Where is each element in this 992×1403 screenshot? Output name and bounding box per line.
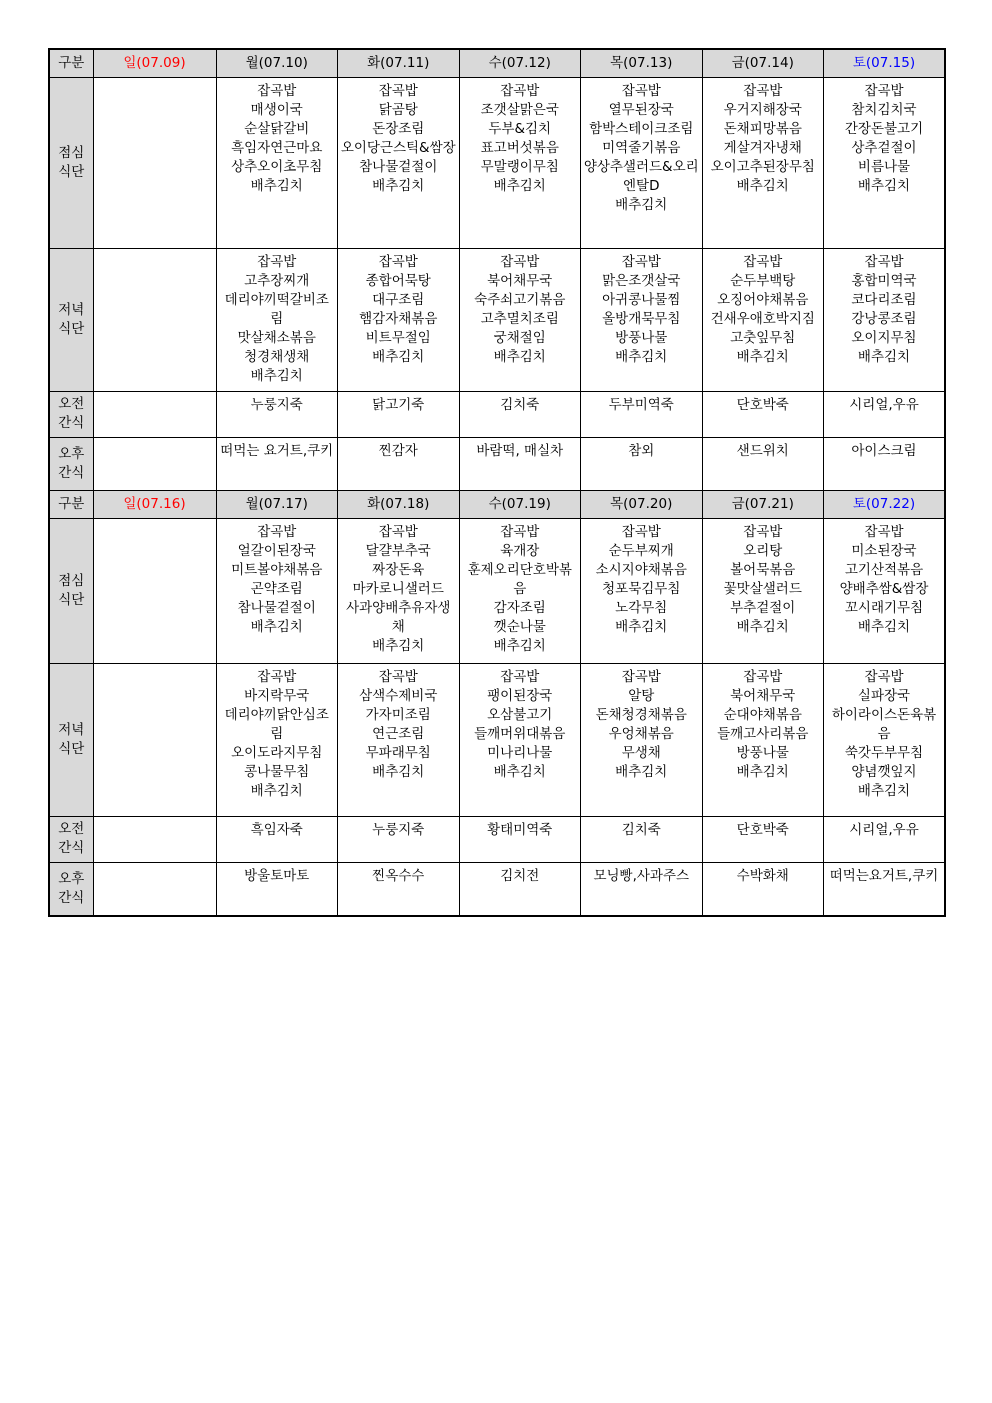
menu-item: 게살겨자냉채 xyxy=(723,139,802,156)
menu-item: 오삼불고기 xyxy=(487,706,553,723)
menu-item: 잡곡밥 xyxy=(378,82,418,99)
menu-item: 삼색수제비국 xyxy=(359,687,438,704)
menu-item: 연근조림 xyxy=(372,725,425,742)
menu-item: 맛살채소볶음 xyxy=(237,329,316,346)
am-snack-cell: 누룽지죽 xyxy=(338,816,460,862)
pm-snack-cell: 찐옥수수 xyxy=(338,862,460,916)
meal-plan-body xyxy=(49,49,945,916)
menu-item: 오이지무침 xyxy=(851,329,917,346)
menu-item: 쑥갓두부무침 xyxy=(844,744,924,761)
menu-item: 짜장돈육 xyxy=(372,561,425,578)
menu-item: 방풍나물 xyxy=(736,744,789,761)
menu-item: 꽃맛살샐러드 xyxy=(723,580,802,597)
lunch-cell xyxy=(93,518,216,663)
menu-item: 참나물겉절이 xyxy=(359,158,438,175)
row-label-am-snack: 오전간식 xyxy=(49,816,93,862)
row-label-lunch: 점심식단 xyxy=(49,518,93,663)
lunch-cell xyxy=(581,518,703,663)
menu-item: 대구조림 xyxy=(372,291,425,308)
dinner-cell xyxy=(216,248,338,391)
menu-item: 순살닭갈비 xyxy=(244,120,310,137)
meal-plan-table xyxy=(48,48,946,917)
menu-item: 잡곡밥 xyxy=(500,82,540,99)
day-header: 일(07.16) xyxy=(93,490,216,518)
dinner-cell xyxy=(338,248,460,391)
day-header: 금(07.14) xyxy=(702,49,824,77)
menu-item: 순두부백탕 xyxy=(730,272,796,289)
day-header: 토(07.15) xyxy=(824,49,946,77)
menu-item: 사과양배추유자생채 xyxy=(346,599,451,635)
menu-item: 홍합미역국 xyxy=(851,272,917,289)
menu-item: 청경채생채 xyxy=(244,348,310,365)
menu-item: 잡곡밥 xyxy=(621,668,661,685)
menu-item: 잡곡밥 xyxy=(257,523,297,540)
menu-item: 배추김치 xyxy=(372,348,425,365)
menu-item: 올방개묵무침 xyxy=(602,310,681,327)
menu-item: 잡곡밥 xyxy=(743,668,783,685)
am-snack-cell: 흑임자죽 xyxy=(216,816,338,862)
menu-item: 오이도라지무침 xyxy=(231,744,323,761)
day-header: 금(07.21) xyxy=(702,490,824,518)
lunch-cell xyxy=(702,77,824,248)
menu-item: 돈채피망볶음 xyxy=(723,120,802,137)
am-snack-cell: 두부미역죽 xyxy=(581,391,703,437)
row-label-dinner: 저녁식단 xyxy=(49,663,93,816)
pm-snack-cell: 수박화채 xyxy=(702,862,824,916)
pm-snack-cell: 모닝빵,사과주스 xyxy=(581,862,703,916)
menu-item: 잡곡밥 xyxy=(500,668,540,685)
menu-item: 무파래무침 xyxy=(365,744,431,761)
menu-item: 배추김치 xyxy=(736,348,789,365)
menu-item: 들깨고사리볶음 xyxy=(717,725,809,742)
day-header: 일(07.09) xyxy=(93,49,216,77)
menu-item: 달걀부추국 xyxy=(365,542,431,559)
dinner-cell xyxy=(581,248,703,391)
pm-snack-row xyxy=(49,862,945,916)
menu-item: 미나리나물 xyxy=(487,744,553,761)
menu-item: 배추김치 xyxy=(615,196,668,213)
week-header-row xyxy=(49,490,945,518)
day-header: 화(07.11) xyxy=(338,49,460,77)
menu-item: 배추김치 xyxy=(857,177,911,194)
menu-item: 종합어묵탕 xyxy=(365,272,431,289)
row-label-pm-snack: 오후간식 xyxy=(49,862,93,916)
menu-item: 깻순나물 xyxy=(493,618,546,635)
menu-item: 잡곡밥 xyxy=(378,668,418,685)
day-header: 월(07.17) xyxy=(216,490,338,518)
menu-item: 바지락무국 xyxy=(244,687,310,704)
menu-item: 곤약조림 xyxy=(250,580,303,597)
menu-item: 잡곡밥 xyxy=(378,253,418,270)
lunch-cell xyxy=(824,518,946,663)
dinner-cell xyxy=(702,248,824,391)
menu-item: 방풍나물 xyxy=(615,329,668,346)
menu-item: 오이당근스틱&쌈장 xyxy=(340,139,456,156)
menu-item: 실파장국 xyxy=(857,687,911,704)
menu-item: 닭곰탕 xyxy=(378,101,418,118)
am-snack-cell xyxy=(93,391,216,437)
menu-item: 잡곡밥 xyxy=(864,253,904,270)
menu-item: 강낭콩조림 xyxy=(851,310,917,327)
row-label-lunch: 점심식단 xyxy=(49,77,93,248)
dinner-cell xyxy=(338,663,460,816)
pm-snack-cell xyxy=(93,437,216,490)
menu-item: 잡곡밥 xyxy=(743,253,783,270)
menu-item: 잡곡밥 xyxy=(500,253,540,270)
menu-item: 고추멸치조림 xyxy=(480,310,559,327)
pm-snack-cell: 샌드위치 xyxy=(702,437,824,490)
menu-item: 잡곡밥 xyxy=(621,523,661,540)
menu-item: 잡곡밥 xyxy=(257,253,297,270)
pm-snack-cell: 방울토마토 xyxy=(216,862,338,916)
menu-item: 잡곡밥 xyxy=(864,668,904,685)
day-header: 화(07.18) xyxy=(338,490,460,518)
day-header: 목(07.20) xyxy=(581,490,703,518)
menu-item: 잡곡밥 xyxy=(500,523,540,540)
menu-item: 꼬시래기무침 xyxy=(844,599,924,616)
dinner-row xyxy=(49,663,945,816)
menu-item: 열무된장국 xyxy=(608,101,674,118)
menu-item: 상추겉절이 xyxy=(851,139,917,156)
menu-item: 잡곡밥 xyxy=(257,668,297,685)
pm-snack-cell: 떠먹는 요거트,쿠키 xyxy=(216,437,338,490)
menu-item: 잡곡밥 xyxy=(621,253,661,270)
am-snack-cell: 닭고기죽 xyxy=(338,391,460,437)
day-header: 토(07.22) xyxy=(824,490,946,518)
menu-item: 잡곡밥 xyxy=(621,82,661,99)
menu-item: 배추김치 xyxy=(493,177,546,194)
dinner-cell xyxy=(459,663,581,816)
dinner-row xyxy=(49,248,945,391)
am-snack-cell: 김치죽 xyxy=(459,391,581,437)
menu-item: 배추김치 xyxy=(736,177,789,194)
menu-item: 팽이된장국 xyxy=(487,687,553,704)
menu-item: 노각무침 xyxy=(615,599,668,616)
am-snack-row xyxy=(49,391,945,437)
menu-item: 배추김치 xyxy=(857,618,911,635)
corner-label: 구분 xyxy=(49,49,93,77)
day-header: 수(07.19) xyxy=(459,490,581,518)
menu-item: 미역줄기볶음 xyxy=(602,139,681,156)
day-header: 수(07.12) xyxy=(459,49,581,77)
menu-item: 상추오이초무침 xyxy=(231,158,323,175)
menu-item: 양상추샐러드&오리엔탈D xyxy=(583,158,699,194)
menu-item: 우엉채볶음 xyxy=(608,725,674,742)
menu-item: 비름나물 xyxy=(857,158,911,175)
menu-item: 배추김치 xyxy=(493,348,546,365)
lunch-cell xyxy=(702,518,824,663)
pm-snack-cell: 떠먹는요거트,쿠키 xyxy=(824,862,946,916)
dinner-cell xyxy=(824,663,946,816)
menu-item: 배추김치 xyxy=(857,782,911,799)
am-snack-cell: 황태미역죽 xyxy=(459,816,581,862)
menu-item: 순두부찌개 xyxy=(608,542,674,559)
pm-snack-cell: 바람떡, 매실차 xyxy=(459,437,581,490)
dinner-cell xyxy=(93,663,216,816)
lunch-cell xyxy=(459,77,581,248)
day-header: 월(07.10) xyxy=(216,49,338,77)
menu-item: 우거지해장국 xyxy=(723,101,802,118)
menu-item: 훈제오리단호박볶음 xyxy=(467,561,572,597)
menu-item: 배추김치 xyxy=(857,348,911,365)
am-snack-cell: 시리얼,우유 xyxy=(824,816,946,862)
dinner-cell xyxy=(93,248,216,391)
menu-item: 아귀콩나물찜 xyxy=(602,291,681,308)
menu-item: 돈장조림 xyxy=(372,120,425,137)
am-snack-cell: 김치죽 xyxy=(581,816,703,862)
menu-item: 맑은조갯살국 xyxy=(602,272,681,289)
dinner-cell xyxy=(216,663,338,816)
menu-item: 돈채청경채볶음 xyxy=(595,706,687,723)
menu-item: 감자조림 xyxy=(493,599,546,616)
menu-item: 볼어묵볶음 xyxy=(730,561,796,578)
menu-item: 소시지야채볶음 xyxy=(595,561,687,578)
menu-item: 북어채무국 xyxy=(730,687,796,704)
menu-item: 매생이국 xyxy=(250,101,303,118)
dinner-cell xyxy=(824,248,946,391)
pm-snack-row xyxy=(49,437,945,490)
am-snack-cell: 단호박죽 xyxy=(702,816,824,862)
menu-item: 햄감자채볶음 xyxy=(359,310,438,327)
row-label-dinner: 저녁식단 xyxy=(49,248,93,391)
menu-item: 마카로니샐러드 xyxy=(352,580,444,597)
am-snack-cell: 시리얼,우유 xyxy=(824,391,946,437)
pm-snack-cell: 찐감자 xyxy=(338,437,460,490)
menu-item: 코다리조림 xyxy=(851,291,917,308)
menu-item: 잡곡밥 xyxy=(864,82,904,99)
menu-item: 들깨머위대볶음 xyxy=(474,725,566,742)
menu-item: 데리야끼떡갈비조림 xyxy=(224,291,329,327)
dinner-cell xyxy=(459,248,581,391)
lunch-cell xyxy=(338,77,460,248)
lunch-cell xyxy=(93,77,216,248)
menu-item: 북어채무국 xyxy=(487,272,553,289)
menu-item: 배추김치 xyxy=(372,763,425,780)
pm-snack-cell: 김치전 xyxy=(459,862,581,916)
am-snack-cell: 단호박죽 xyxy=(702,391,824,437)
lunch-cell xyxy=(581,77,703,248)
menu-item: 조갯살맑은국 xyxy=(480,101,559,118)
pm-snack-cell: 참외 xyxy=(581,437,703,490)
lunch-cell xyxy=(459,518,581,663)
menu-item: 부추겉절이 xyxy=(730,599,796,616)
menu-item: 양념깻잎지 xyxy=(851,763,917,780)
menu-item: 배추김치 xyxy=(736,763,789,780)
lunch-cell xyxy=(338,518,460,663)
pm-snack-cell: 아이스크림 xyxy=(824,437,946,490)
pm-snack-cell xyxy=(93,862,216,916)
menu-item: 잡곡밥 xyxy=(864,523,904,540)
menu-item: 알탕 xyxy=(628,687,655,704)
am-snack-row xyxy=(49,816,945,862)
menu-item: 오리탕 xyxy=(743,542,783,559)
menu-item: 하이라이스돈육볶음 xyxy=(831,706,937,742)
menu-item: 배추김치 xyxy=(372,637,425,654)
lunch-row xyxy=(49,518,945,663)
am-snack-cell: 누룽지죽 xyxy=(216,391,338,437)
lunch-row xyxy=(49,77,945,248)
menu-item: 배추김치 xyxy=(493,763,546,780)
menu-item: 잡곡밥 xyxy=(378,523,418,540)
menu-item: 고기산적볶음 xyxy=(844,561,924,578)
menu-item: 배추김치 xyxy=(493,637,546,654)
menu-item: 배추김치 xyxy=(736,618,789,635)
menu-item: 비트무절임 xyxy=(365,329,431,346)
lunch-cell xyxy=(216,518,338,663)
row-label-am-snack: 오전간식 xyxy=(49,391,93,437)
menu-item: 배추김치 xyxy=(250,177,303,194)
menu-item: 무말랭이무침 xyxy=(480,158,559,175)
menu-item: 미트볼야채볶음 xyxy=(231,561,323,578)
menu-item: 건새우애호박지짐 xyxy=(710,310,815,327)
menu-item: 배추김치 xyxy=(250,618,303,635)
menu-item: 배추김치 xyxy=(615,348,668,365)
day-header: 목(07.13) xyxy=(581,49,703,77)
dinner-cell xyxy=(702,663,824,816)
lunch-cell xyxy=(824,77,946,248)
menu-item: 순대야채볶음 xyxy=(723,706,802,723)
menu-item: 잡곡밥 xyxy=(743,523,783,540)
menu-item: 얼갈이된장국 xyxy=(237,542,316,559)
menu-item: 데리야끼닭안심조림 xyxy=(224,706,329,742)
corner-label: 구분 xyxy=(49,490,93,518)
menu-item: 무생채 xyxy=(621,744,661,761)
menu-item: 고추장찌개 xyxy=(244,272,310,289)
menu-item: 잡곡밥 xyxy=(257,82,297,99)
menu-item: 미소된장국 xyxy=(851,542,917,559)
dinner-cell xyxy=(581,663,703,816)
menu-item: 배추김치 xyxy=(615,763,668,780)
menu-item: 육개장 xyxy=(500,542,540,559)
menu-item: 가자미조림 xyxy=(365,706,431,723)
menu-item: 배추김치 xyxy=(615,618,668,635)
menu-item: 배추김치 xyxy=(250,782,303,799)
am-snack-cell xyxy=(93,816,216,862)
row-label-pm-snack: 오후간식 xyxy=(49,437,93,490)
lunch-cell xyxy=(216,77,338,248)
menu-item: 참나물겉절이 xyxy=(237,599,316,616)
menu-item: 청포묵김무침 xyxy=(602,580,681,597)
menu-item: 두부&김치 xyxy=(488,120,552,137)
menu-item: 간장돈불고기 xyxy=(844,120,924,137)
menu-item: 참치김치국 xyxy=(851,101,917,118)
week-header-row xyxy=(49,49,945,77)
menu-item: 표고버섯볶음 xyxy=(480,139,559,156)
menu-item: 흑임자연근마요 xyxy=(231,139,323,156)
menu-item: 배추김치 xyxy=(250,367,303,384)
menu-item: 숙주쇠고기볶음 xyxy=(474,291,566,308)
menu-item: 오징어야채볶음 xyxy=(717,291,809,308)
menu-item: 콩나물무침 xyxy=(244,763,310,780)
menu-item: 고춧잎무침 xyxy=(730,329,796,346)
menu-item: 잡곡밥 xyxy=(743,82,783,99)
menu-item: 양배추쌈&쌈장 xyxy=(839,580,929,597)
menu-item: 오이고추된장무침 xyxy=(710,158,815,175)
menu-item: 궁채절임 xyxy=(493,329,546,346)
menu-item: 함박스테이크조림 xyxy=(589,120,694,137)
menu-item: 배추김치 xyxy=(372,177,425,194)
